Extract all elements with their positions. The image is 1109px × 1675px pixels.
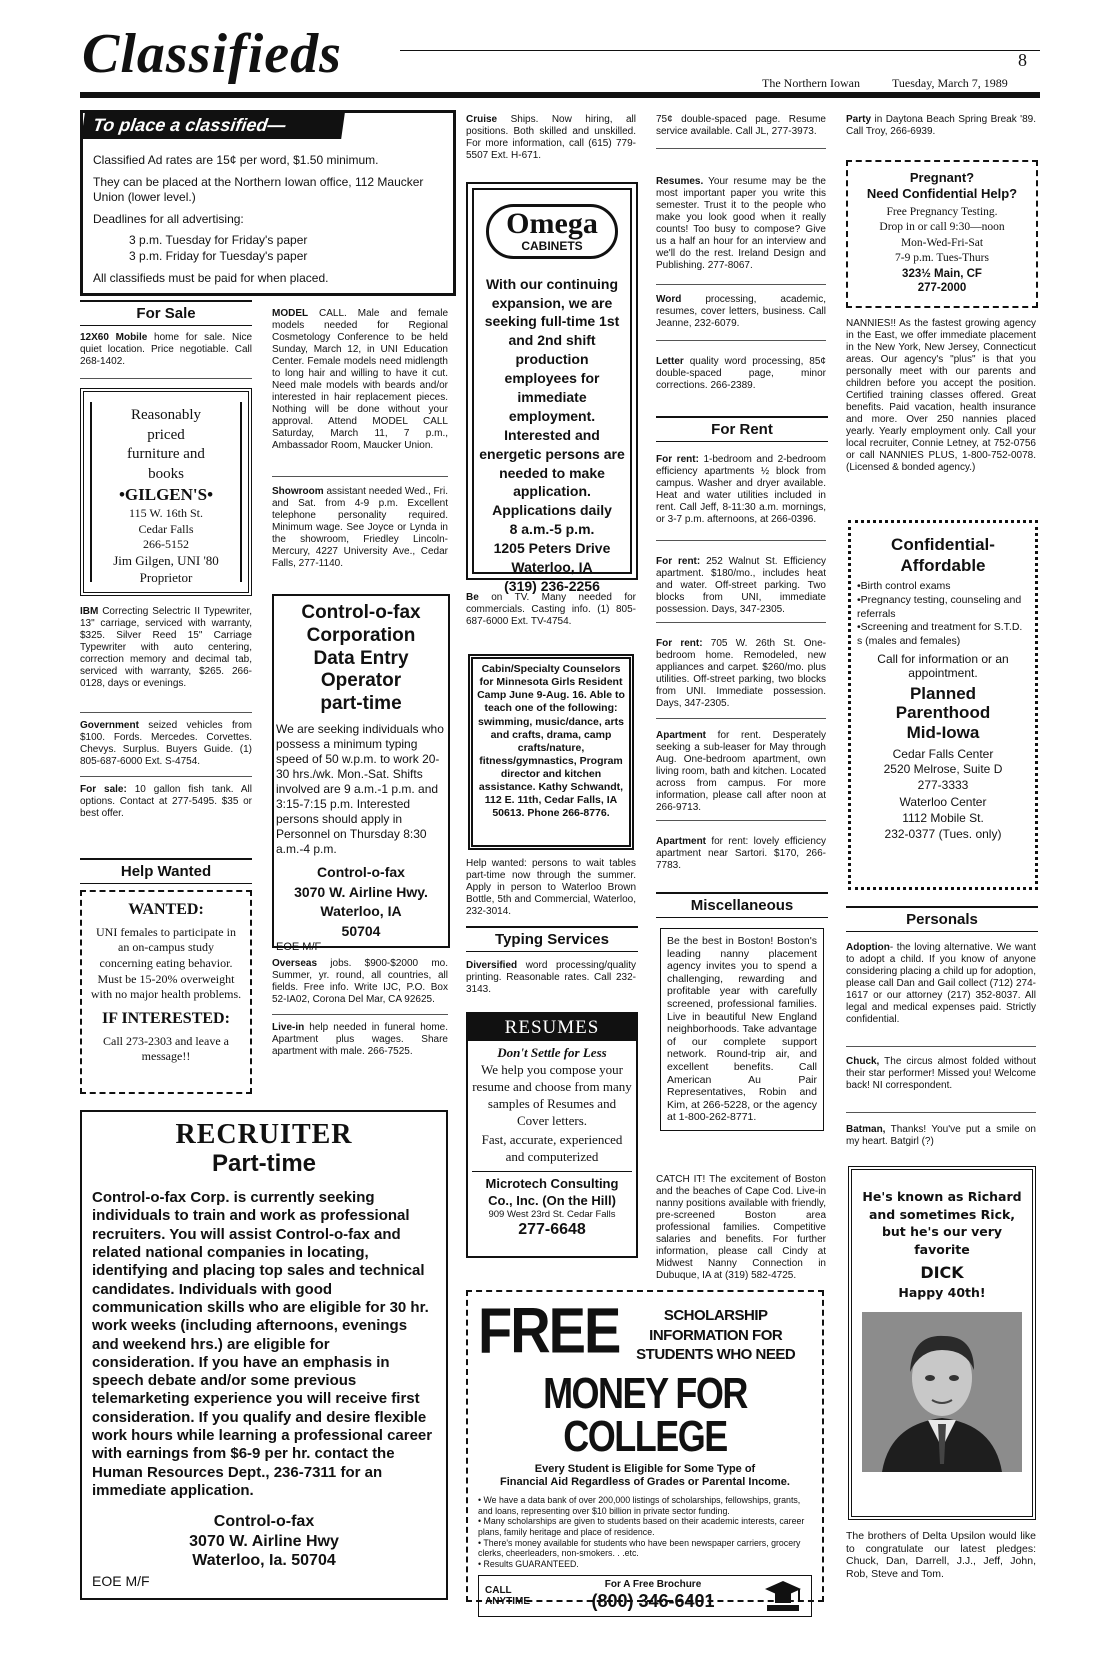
dick-line-3: but he's our very favorite [881, 1224, 1003, 1257]
free-money-ad [466, 1290, 824, 1612]
omega-body: With our continuing expansion, we are seeking full-time 1st and 2nd shift production employees for immediate employment. Interested and energetic persons are needed to make application. Applications daily [479, 275, 625, 519]
pp-name-3: Mid-Iowa [906, 723, 980, 743]
issue-date: Tuesday, March 7, 1989 [892, 76, 1008, 90]
typing-services-header: Typing Services [466, 926, 638, 952]
cof-city: Waterloo, IA [320, 903, 402, 920]
resumes-address: 909 West 23rd St. Cedar Falls [488, 1208, 616, 1220]
ad-fish-tank: For sale: 10 gallon fish tank. All options. Contact at 277-5495. $35 or best offer. [80, 784, 252, 819]
cof-title-5: part-time [320, 693, 402, 715]
ad-model-call: MODEL CALL. Male and female models needed for Regional Cosmetology Conference to be held Sunday, March 12, in UNI Education Center. Female models need midlength to long hair and willing to have it cut. Need male models with beards and/or interested in hair replacement pieces. Nothing will be done without your approval. Attend MODEL CALL Saturday, March 11, 7 p.m., Ambassador Room, Maucker Union. [272, 308, 448, 451]
ad-live-in-help: Live-in help needed in funeral home. Apartment plus wages. Share apartment with male. 266-7525. [272, 1022, 448, 1057]
ad-delta-upsilon: The brothers of Delta Upsilon would like to congratulate our latest pledges: Chuck, Dan, Darrell, J.J., Jeff, John, Rob, Steve and Tom. [846, 1530, 1036, 1580]
ad-rent-3: For rent: 705 W. 26th St. One-bedroom home. Remodeled, new appliances and carpet. $260/mo. plus utilities. Off-street parking, two blocks from UNI. Immediate possession. Days, 347-2305. [656, 638, 826, 709]
ad-catch-it: CATCH IT! The excitement of Boston and the beaches of Cape Cod. Live-in nanny positions available with friendly, pre-screened Boston area professional families. Competitive salaries and benefits. For further information, please call Cindy at Midwest Nanny Connection in Dubuque, IA at (319) 582-4725. [656, 1174, 826, 1281]
scholarship-line-2: STUDENTS WHO NEED [636, 1346, 796, 1363]
omega-phone: (319) 236-2256 [504, 577, 600, 594]
personals-header: Personals [846, 906, 1038, 932]
dick-line-2: and sometimes Rick, [868, 1206, 1016, 1222]
gilgen-name: •GILGEN'S• [118, 485, 214, 504]
cof-address: 3070 W. Airline Hwy. [294, 883, 428, 900]
place-banner: To place a classified— [81, 113, 345, 139]
pp-cf-center: Cedar Falls Center [892, 746, 994, 761]
cof-title-4: Operator [320, 670, 402, 692]
dick-line-5: Happy 40th! [898, 1285, 986, 1301]
recruiter-body: Control-o-fax Corp. is currently seeking individuals to train and work as professional recruiters. You will assist Control-o-fax and related national companies in locating, identifying and placing top sales and technical candidates. Individuals with good communication skills who are eligible for 30 hr. work weeks (including afternoons, evenings and weekend hrs.) are eligible for consideration. If you have an emphasis in speech debate and/or some previous telemarketing experience you will receive first consideration. If you qualify and desire flexible work hours while learning a professional career with earnings from $6-9 per hr. contact the Human Resources Dept., 236-7311 for an immediate application. [92, 1189, 433, 1499]
call-anytime: CALL ANYTIME [485, 1585, 530, 1608]
wanted-call: Call 273-2303 and leave a message!! [103, 1033, 229, 1064]
ad-adoption: Adoption- the loving alternative. We want to adopt a child. If you know of anyone considering placing a child up for adoption, please call Dan and Gail collect (712) 274-1617 or our attorney (217) 352-8037. All legal and medical expenses paid. Strictly confidential. [846, 942, 1036, 1025]
recruiter-city: Waterloo, Ia. 50704 [192, 1552, 336, 1570]
place-rates: Classified Ad rates are 15¢ per word, $1.50 minimum. [93, 152, 379, 167]
gilgen-city: Cedar Falls [138, 521, 194, 536]
page-number: 8 [1018, 50, 1027, 70]
free-word: FREE [478, 1293, 620, 1367]
recruiter-sub: Part-time [211, 1149, 317, 1177]
omega-hours: 8 a.m.-5 p.m. [509, 521, 595, 538]
ad-resumes: Resumes. Your resume may be the most important paper you write this semester. Trust it to the people who make you look good when it really counts! Too busy to compose? Give us a half an hour for an interview and we'll do the rest. Ireland Design and Publishing. 277-8067. [656, 176, 826, 271]
wanted-body: UNI females to participate in an on-campus study concerning eating behavior. Must be 15-20% overweight with no major health problems. [90, 924, 242, 1002]
gilgen-line-2: priced [147, 426, 185, 443]
cof-title-2: Corporation [306, 624, 416, 646]
cof-body: We are seeking individuals who possess a minimum typing speed of 50 w.p.m. to work 20-30 hrs./wk. Mon.-Sat. Shifts involved are 9 a.m.-1 p.m. and 3:15-7:15 p.m. Interested persons should apply in Personnel on Thursday 8:30 a.m.-4 p.m. [276, 721, 444, 856]
ad-word-processing: Word processing, academic, resumes, cover letters, business. Call Jeanne, 232-6079. [656, 294, 826, 329]
for-rent-header: For Rent [656, 416, 828, 442]
camp-counselor-ad: Cabin/Specialty Counselors for Minnesota Girls Resident Camp June 9-Aug. 16. Able to teach one of the following: swimming, music/dance, arts and crafts, drama, camp crafts/nature, fitness/gymnastics, Program director and kitchen assistance. Kathy Schwandt, 112 E. 11th, Cedar Falls, IA 50613. Phone 266-8776. [468, 654, 634, 850]
money-for-college: MONEY FOR COLLEGE [543, 1367, 747, 1461]
cof-zip: 50704 [341, 922, 381, 939]
recruiter-title: RECRUITER [175, 1119, 353, 1150]
resumes-company: Microtech Consulting Co., Inc. (On the Hill) [485, 1176, 619, 1208]
free-bullet-3: • There's money available for students who have been newspaper carriers, grocery clerks, cheerleaders, non-smokers. . .etc. [478, 1537, 801, 1559]
recruiter-ad [80, 1110, 448, 1600]
resumes-title: RESUMES [468, 1014, 636, 1041]
ad-nannies-plus: NANNIES!! As the fastest growing agency in the East, we offer immediate placement in the New York, New Jersey, Connecticut areas. Our agency's "plus" is that you personally meet with our parents and children before you accept the position. Certified training classes offered. Great benefits. Paid vacation, health insurance and more. Over 250 nannies placed yearly. Yearly employment only. Call your local recruiter, Connie Letney, at 752-0756 or call NANNIES PLUS, 1-800-752-0078. (Licensed & bonded agency.) [846, 318, 1036, 473]
place-deadline-2: 3 p.m. Friday for Tuesday's paper [129, 248, 308, 263]
preg-line-2: Drop in or call 9:30—noon [879, 221, 1005, 234]
ad-chuck: Chuck, The circus almost folded without their star performer! Missed you! Welcome back! NI correspondent. [846, 1056, 1036, 1091]
pp-name-2: Parenthood [895, 703, 991, 723]
omega-address: 1205 Peters Drive [493, 540, 611, 557]
recruiter-address: 3070 W. Airline Hwy [189, 1532, 339, 1550]
ad-75-cents: 75¢ double-spaced page. Resume service available. Call JL, 277-3973. [656, 114, 826, 137]
for-sale-header: For Sale [80, 300, 252, 326]
omega-city: Waterloo, IA [511, 558, 593, 575]
cof-title-3: Data Entry [313, 647, 409, 669]
pp-bullet-2: •Pregnancy testing, counseling and referrals [857, 594, 1022, 620]
gilgen-line-1: Reasonably [131, 407, 201, 423]
miscellaneous-header: Miscellaneous [656, 892, 828, 918]
pp-wl-phone: 232-0377 (Tues. only) [884, 826, 1002, 841]
free-bullet-2: • Many scholarships are given to students based on their academic interests, career plans, family heritage and place of residence. [478, 1516, 805, 1537]
masthead-title: Classifieds [82, 23, 342, 85]
preg-title-2: Need Confidential Help? [866, 185, 1018, 201]
financial-aid: Financial Aid Regardless of Grades or Parental Income. [500, 1475, 790, 1488]
gilgen-line-3: furniture and [127, 446, 205, 462]
place-classified-box [80, 110, 456, 296]
preg-line-3: Mon-Wed-Fri-Sat [900, 236, 984, 249]
ad-help-wanted-tables: Help wanted: persons to wait tables part-time now through the summer. Apply in person to Waterloo Brown Bottle, 5th and Commercial, Waterloo, 232-3014. [466, 858, 636, 917]
pp-name-1: Planned [909, 683, 977, 703]
preg-title-1: Pregnant? [909, 170, 975, 185]
cof-title-1: Control-o-fax [301, 602, 421, 623]
controlofax-data-entry-ad [272, 594, 450, 954]
wanted-title: WANTED: [128, 901, 204, 918]
recruiter-company: Control-o-fax [213, 1513, 315, 1531]
preg-phone: 277-2000 [917, 281, 967, 294]
pp-bullet-3: •Screening and treatment for S.T.D. s (males and females) [857, 621, 1023, 648]
help-wanted-header: Help Wanted [80, 858, 252, 884]
resumes-body: We help you compose your resume and choose from many samples of Resumes and Cover letters. [472, 1062, 632, 1128]
pregnant-ad [846, 160, 1038, 308]
omega-cabinets-ad [466, 182, 638, 594]
gilgen-line-4: books [148, 465, 184, 482]
ad-party-daytona: Party in Daytona Beach Spring Break '89. Call Troy, 266-6939. [846, 114, 1036, 137]
resumes-tag: Don't Settle for Less [497, 1045, 607, 1061]
resumes-ad [466, 1012, 638, 1258]
ad-cruise-ships: Cruise Ships. Now hiring, all positions. Both skilled and unskilled. For more information, call (615) 779-5507 Ext. H-671. [466, 114, 636, 161]
pp-cf-address: 2520 Melrose, Suite D [883, 762, 1003, 777]
dick-ad [848, 1166, 1036, 1520]
ad-nanny-boston: Be the best in Boston! Boston's leading nanny placement agency invites you to spend a challenging, rewarding and profitable year with carefully screened, professional families. Live in beautiful New England neighborhoods. Take advantage of our complete support network. Round-trip air, and excellent benefits. Call American Au Pair Representatives, Robin and Kim, at 266-5228, or the agency at 1-800-262-8771. [660, 928, 824, 1131]
portrait-photo [862, 1312, 1022, 1472]
gilgen-title: Proprietor [139, 569, 193, 585]
ad-batman: Batman, Thanks! You've put a smile on my heart. Batgirl (?) [846, 1124, 1036, 1147]
ad-ibm-typewriter: IBM Correcting Selectric II Typewriter, 13" carriage, serviced with warranty, $325. Silver Reed 15" Carriage Typewriter with auto centering, correction memory and decimal tab, serviced with warranty, $265. 266-0128, days or evenings. [80, 606, 252, 689]
gilgens-ad [80, 388, 252, 596]
every-student: Every Student is Eligible for Some Type of [534, 1462, 756, 1475]
ad-showroom: Showroom assistant needed Wed., Fri. and Sat. from 4-9 p.m. Excellent telephone personality required. Minimum wage. See Joyce or Lynda in the showroom, Friedley Lincoln-Mercury, 4227 University Ave., Cedar Falls, 277-1140. [272, 486, 448, 569]
gilgen-owner: Jim Gilgen, UNI '80 [113, 552, 219, 568]
ad-mobile-home: 12X60 Mobile home for sale. Nice quiet location. Price negotiable. Call 268-1402. [80, 332, 253, 367]
free-bullet-1: • We have a data bank of over 200,000 listings of scholarships, fellowships, grants, and loans, representing over $10 billion in private sector funding. [478, 1495, 801, 1516]
cof-eoe: EOE M/F [276, 941, 322, 954]
place-where: They can be placed at the Northern Iowan office, 112 Maucker Union (lower level.) [93, 174, 424, 205]
cof-name: Control-o-fax [317, 863, 405, 880]
ad-rent-1: For rent: 1-bedroom and 2-bedroom efficiency apartments ½ block from campus. Washer and dryer available. Heat and water utilities included in rent. Call Jeff, 8-11:30 a.m. mornings, or 3-7 p.m. afternoons, at 266-0396. [656, 454, 826, 525]
pp-title-1: Confidential- [891, 535, 995, 554]
paper-name: The Northern Iowan [762, 76, 860, 90]
preg-line-4: 7-9 p.m. Tues-Thurs [895, 252, 989, 265]
gilgen-phone: 266-5152 [143, 537, 189, 552]
ad-diversified: Diversified word processing/quality printing. Reasonable rates. Call 232-3143. [466, 960, 636, 995]
free-bullet-4: • Results GUARANTEED. [478, 1558, 579, 1569]
masthead-rule [400, 50, 1040, 51]
pp-bullet-1: •Birth control exams [857, 580, 951, 593]
dick-line-1: He's known as Richard [862, 1189, 1022, 1204]
pp-title-2: Affordable [900, 555, 986, 575]
resumes-phone: 277-6648 [518, 1221, 586, 1239]
preg-line-1: Free Pregnancy Testing. [886, 205, 998, 218]
ad-rent-4: Apartment for rent. Desperately seeking a sub-leaser for May through Aug. One-bedroom apartment, own living room, bath and kitchen. Located across from campus. For more information, please call after noon at 266-9713. [656, 730, 826, 813]
wanted-ad [80, 890, 252, 1094]
graduate-icon [761, 1579, 805, 1613]
place-deadlines: Deadlines for all advertising: [93, 211, 244, 226]
ad-be-on-tv: Be on TV. Many needed for commercials. Casting info. (1) 805-687-6000 Ext. TV-4754. [466, 592, 636, 627]
ad-government-vehicles: Government seized vehicles from $100. Fords. Mercedes. Corvettes. Chevys. Surplus. Buyers Guide. (1) 805-687-6000 Ext. S-4754. [80, 720, 252, 767]
ad-rent-5: Apartment for rent: lovely efficiency apartment near Sartori. $170, 266-7783. [656, 836, 826, 871]
pp-call: Call for information or an appointment. [877, 651, 1009, 681]
pp-wl-center: Waterloo Center [899, 795, 987, 810]
gilgen-address: 115 W. 16th St. [129, 506, 203, 521]
dick-line-4: DICK [920, 1263, 964, 1282]
ad-rent-2: For rent: 252 Walnut St. Efficiency apartment. $180/mo., includes heat and water. Off-street parking. Two blocks from UNI, immediate possession. Days, 347-2305. [656, 556, 827, 615]
place-deadline-1: 3 p.m. Tuesday for Friday's paper [129, 233, 308, 248]
preg-address: 323½ Main, CF [902, 267, 982, 280]
free-phone: (800) 346-6401 [591, 1591, 715, 1612]
planned-parenthood-ad [848, 520, 1038, 890]
pp-wl-address: 1112 Mobile St. [902, 810, 984, 825]
scholarship-line-1: SCHOLARSHIP INFORMATION FOR [649, 1307, 783, 1344]
ad-letter-quality: Letter quality word processing, 85¢ double-spaced page, minor corrections. 266-2389. [656, 356, 826, 391]
recruiter-eoe: EOE M/F [92, 1572, 150, 1589]
wanted-if: IF INTERESTED: [102, 1009, 230, 1027]
masthead-bar [80, 92, 1040, 98]
ad-overseas-jobs: Overseas jobs. $900-$2000 mo. Summer, yr. round, all countries, all fields. Free info. Write IJC, P.O. Box 52-IA02, Corona Del Mar, CA 92625. [272, 958, 448, 1005]
pp-cf-phone: 277-3333 [917, 777, 969, 792]
free-brochure: For A Free Brochure [604, 1579, 702, 1591]
place-paid: All classifieds must be paid for when placed. [93, 270, 329, 285]
omega-logo: Omega CABINETS [486, 204, 618, 259]
resumes-fast: Fast, accurate, experienced and computerized [481, 1131, 623, 1164]
